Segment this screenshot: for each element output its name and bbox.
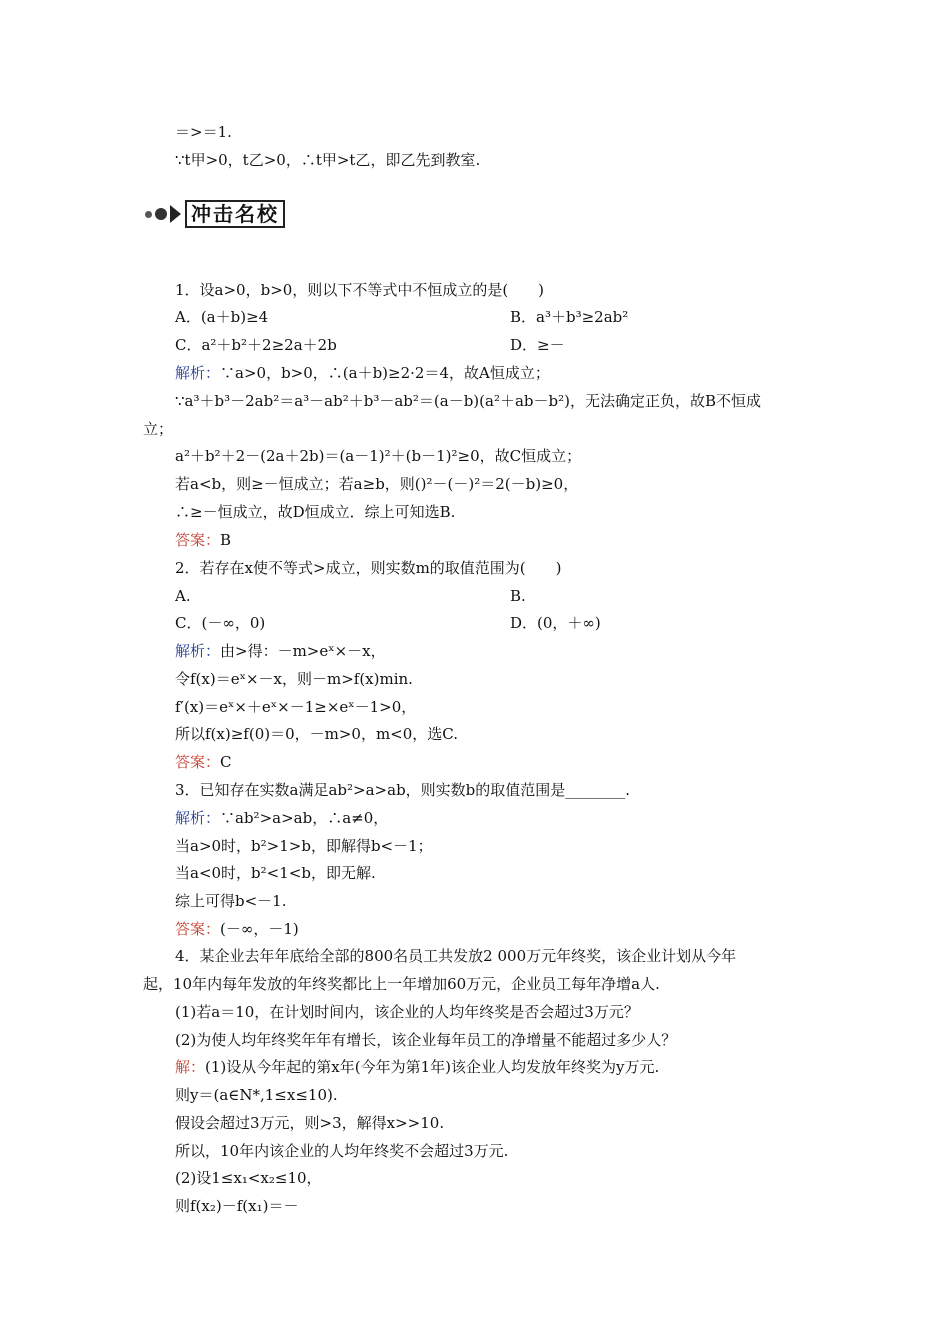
solution-line xyxy=(175,1057,659,1077)
solution-line: 若a<b，则≥－恒成立；若a≥b，则()²－(－)²＝2(－b)≥0， xyxy=(175,475,579,493)
question-stem: 2．若存在x使不等式>成立，则实数m的取值范围为( ) xyxy=(175,559,562,577)
solution-label: 解析： xyxy=(175,364,221,382)
bullet-dot-icon xyxy=(145,211,152,218)
section-title: 冲击名校 xyxy=(185,200,285,228)
text-line: ∵t甲>0，t乙>0，∴t甲>t乙，即乙先到教室. xyxy=(175,151,481,169)
solution-label: 解： xyxy=(175,1058,206,1076)
solution-label: 解析： xyxy=(175,809,221,827)
text-line: ＝>＝1. xyxy=(175,123,232,141)
answer-line xyxy=(175,752,232,772)
solution-line: 则y＝(a∈N*,1≤x≤10). xyxy=(175,1086,338,1104)
answer-label: 答案： xyxy=(175,920,221,938)
sub-question: (1)若a＝10，在计划时间内，该企业的人均年终奖是否会超过3万元？ xyxy=(175,1003,639,1021)
solution-label: 解析： xyxy=(175,642,221,660)
option-c: C．a²＋b²＋2≥2a＋2b xyxy=(175,336,337,354)
option-a: A．(a＋b)≥4 xyxy=(175,308,269,326)
solution-text: ∵a>0，b>0，∴(a＋b)≥2·2＝4，故A恒成立； xyxy=(220,364,550,382)
option-a: A. xyxy=(175,587,191,605)
option-b: B．a³＋b³≥2ab² xyxy=(510,308,629,326)
solution-line: 所以f(x)≥f(0)＝0，－m>0，m<0，选C. xyxy=(175,725,459,743)
solution-text: 由>得：－m>eˣ×－x， xyxy=(220,642,386,660)
solution-line: 假设会超过3万元，则>3，解得x>>10. xyxy=(175,1114,445,1132)
question-stem: 1．设a>0，b>0，则以下不等式中不恒成立的是( ) xyxy=(175,281,545,299)
solution-line: 令f(x)＝eˣ×－x，则－m>f(x)min. xyxy=(175,670,413,688)
option-d: D．≥－ xyxy=(510,336,565,354)
solution-line: (2)设1≤x₁<x₂≤10， xyxy=(175,1169,322,1187)
solution-line: 当a<0时，b²<1<b，即无解. xyxy=(175,864,376,882)
solution-line: 当a>0时，b²>1>b，即解得b<－1； xyxy=(175,837,433,855)
answer-line xyxy=(175,919,299,939)
answer-text: B xyxy=(220,531,232,549)
question-stem: 起，10年内每年发放的年终奖都比上一年增加60万元，企业员工每年净增a人. xyxy=(143,975,660,993)
solution-line xyxy=(175,363,550,383)
solution-text: (1)设从今年起的第x年(今年为第1年)该企业人均发放年终奖为y万元. xyxy=(205,1058,660,1076)
bullet-dot-icon xyxy=(155,208,167,220)
solution-line: 立； xyxy=(143,420,174,438)
answer-line xyxy=(175,530,231,550)
answer-text: (－∞，－1) xyxy=(220,920,299,938)
solution-line xyxy=(175,641,386,661)
solution-line xyxy=(175,808,388,828)
solution-line: f′(x)＝eˣ×＋eˣ×－1≥×eˣ－1>0， xyxy=(175,698,417,716)
question-stem: 3．已知存在实数a满足ab²>a>ab，则实数b的取值范围是________. xyxy=(175,781,631,799)
solution-line: a²＋b²＋2－(2a＋2b)＝(a－1)²＋(b－1)²≥0，故C恒成立； xyxy=(175,447,582,465)
option-d: D．(0，＋∞) xyxy=(510,614,601,632)
arrow-right-icon xyxy=(170,205,181,223)
answer-label: 答案： xyxy=(175,753,221,771)
option-c: C．(－∞，0) xyxy=(175,614,266,632)
sub-question: (2)为使人均年终奖年年有增长，该企业每年员工的净增量不能超过多少人？ xyxy=(175,1031,677,1049)
solution-line: ∴≥－恒成立，故D恒成立．综上可知选B. xyxy=(175,503,456,521)
solution-line: 综上可得b<－1. xyxy=(175,892,287,910)
answer-text: C xyxy=(220,753,232,771)
solution-line: 则f(x₂)－f(x₁)＝－ xyxy=(175,1197,299,1215)
solution-line: ∵a³＋b³－2ab²＝a³－ab²＋b³－ab²＝(a－b)(a²＋ab－b²)，无法确定正负，故B不恒成 xyxy=(175,392,761,410)
answer-label: 答案： xyxy=(175,531,221,549)
option-b: B. xyxy=(510,587,526,605)
solution-line: 所以，10年内该企业的人均年终奖不会超过3万元. xyxy=(175,1142,509,1160)
question-stem: 4．某企业去年年底给全部的800名员工共发放2 000万元年终奖，该企业计划从今年 xyxy=(175,947,737,965)
solution-text: ∵ab²>a>ab，∴a≠0， xyxy=(220,809,389,827)
section-banner xyxy=(145,200,285,228)
